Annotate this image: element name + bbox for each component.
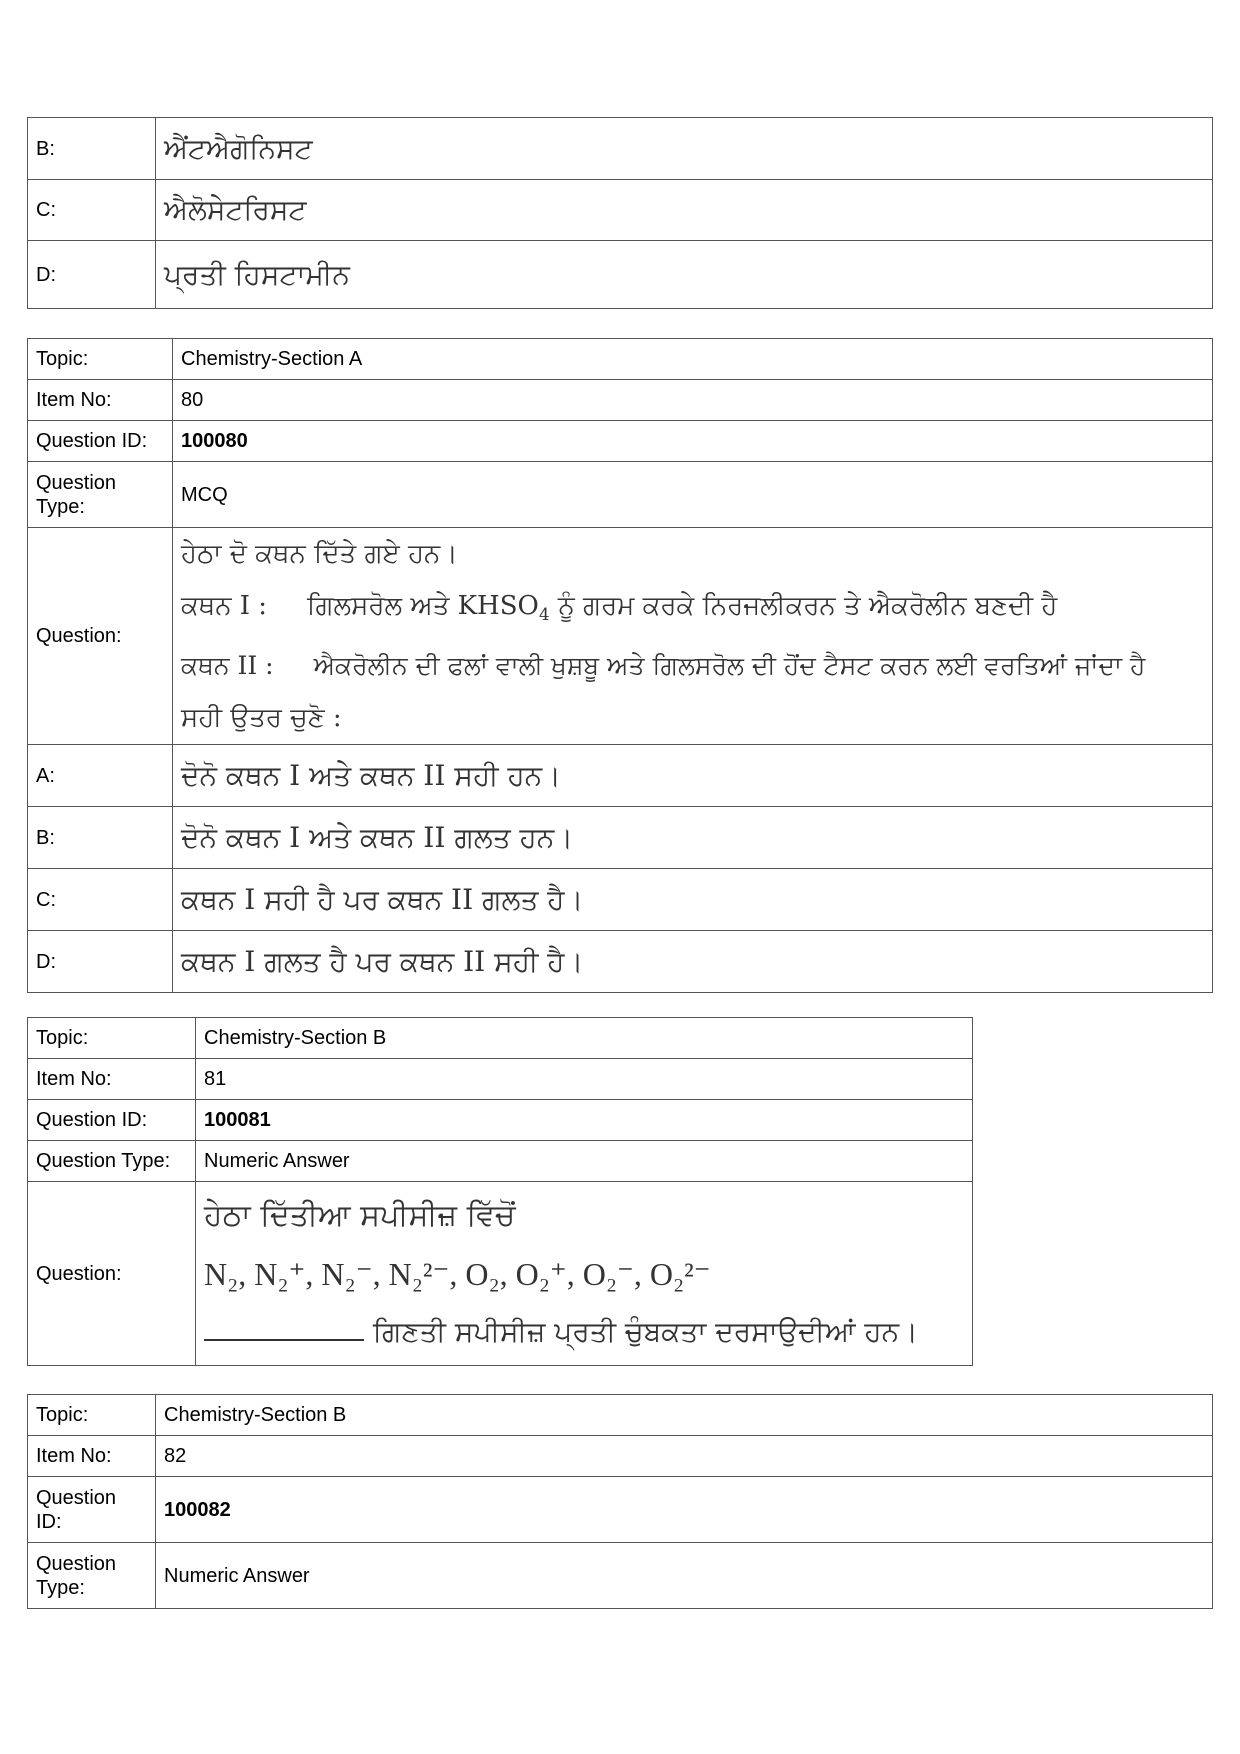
question-id-label: Question ID:	[28, 1477, 156, 1543]
topic-row	[28, 1018, 973, 1059]
question-type-label: Question Type:	[28, 1141, 196, 1182]
question-id-row	[28, 1100, 973, 1141]
option-key: D:	[28, 241, 156, 309]
question-type-value: MCQ	[173, 462, 1213, 528]
item-value: 80	[173, 380, 1213, 421]
option-text: ਪ੍ਰਤੀ ਹਿਸਟਾਮੀਨ	[156, 241, 1213, 309]
option-text: ਕਥਨ I ਸਹੀ ਹੈ ਪਰ ਕਥਨ II ਗਲਤ ਹੈ।	[173, 869, 1213, 931]
question-line-3: ਗਿਣਤੀ ਸਪੀਸੀਜ਼ ਪ੍ਰਤੀ ਚੁੰਬਕਤਾ ਦਰਸਾਉਦੀਆਂ ਹਨ।	[204, 1303, 964, 1361]
question-label: Question:	[28, 1182, 196, 1366]
question-line-1: ਹੇਠਾ ਦਿੱਤੀਆ ਸਪੀਸੀਜ਼ ਵਿੱਚੋਂ	[204, 1197, 516, 1233]
question-type-value: Numeric Answer	[156, 1543, 1213, 1609]
question-id-value: 100080	[173, 421, 1213, 462]
option-row	[28, 807, 1213, 869]
question-id-label: Question ID:	[28, 1100, 196, 1141]
item-row	[28, 1059, 973, 1100]
question-body	[173, 528, 1213, 745]
option-key: B:	[28, 118, 156, 180]
question-type-row	[28, 462, 1213, 528]
question-id-row	[28, 421, 1213, 462]
statement-1-text: ਗਿਲਸਰੋਲ ਅਤੇ $KHSO_4$ ਨੂੰ ਗਰਮ ਕਰਕੇ ਨਿਰਜਲੀਕਰਨ ਤੇ ਐਕਰੋਲੀਨ ਬਣਦੀ ਹੈ	[307, 591, 1058, 625]
question-id-label: Question ID:	[28, 421, 173, 462]
item-value: 81	[196, 1059, 973, 1100]
question-type-value: Numeric Answer	[196, 1141, 973, 1182]
statement-2	[181, 640, 1204, 692]
item-label: Item No:	[28, 1436, 156, 1477]
statement-2-label: ਕਥਨ II :	[181, 651, 274, 681]
statement-1-label: ਕਥਨ I :	[181, 591, 268, 621]
option-text: ਐਲੋਸੇਟਰਿਸਟ	[156, 180, 1213, 241]
question-type-label: Question Type:	[28, 462, 173, 528]
question-outro: ਸਹੀ ਉਤਰ ਚੁਣੋ :	[181, 703, 342, 734]
item-label: Item No:	[28, 380, 173, 421]
question-type-row	[28, 1543, 1213, 1609]
question-id-row	[28, 1477, 1213, 1543]
species-list: N₂, N₂⁺, N₂⁻, N₂²⁻, O₂, O₂⁺, O₂⁻, O₂²⁻	[204, 1255, 711, 1292]
option-text: ਦੋਨੋ ਕਥਨ I ਅਤੇ ਕਥਨ II ਸਹੀ ਹਨ।	[173, 745, 1213, 807]
option-row	[28, 241, 1213, 309]
answer-blank	[204, 1317, 364, 1341]
option-key: C:	[28, 869, 173, 931]
option-row	[28, 931, 1213, 993]
question-table-81	[27, 1017, 973, 1366]
option-text: ਐਂਟਐਗੋਨਿਸਟ	[156, 118, 1213, 180]
question-intro: ਹੇਠਾ ਦੋ ਕਥਨ ਦਿੱਤੇ ਗਏ ਹਨ।	[181, 539, 458, 569]
option-text: ਦੋਨੋ ਕਥਨ I ਅਤੇ ਕਥਨ II ਗਲਤ ਹਨ।	[173, 807, 1213, 869]
item-row	[28, 380, 1213, 421]
question-type-label: Question Type:	[28, 1543, 156, 1609]
option-row	[28, 869, 1213, 931]
question-type-row	[28, 1141, 973, 1182]
topic-row	[28, 339, 1213, 380]
option-row	[28, 180, 1213, 241]
item-label: Item No:	[28, 1059, 196, 1100]
topic-label: Topic:	[28, 1018, 196, 1059]
option-key: C:	[28, 180, 156, 241]
option-key: A:	[28, 745, 173, 807]
question-id-value: 100082	[156, 1477, 1213, 1543]
topic-value: Chemistry-Section B	[156, 1395, 1213, 1436]
question-id-value: 100081	[196, 1100, 973, 1141]
option-row	[28, 118, 1213, 180]
question-label: Question:	[28, 528, 173, 745]
topic-label: Topic:	[28, 339, 173, 380]
statement-2-text: ਐਕਰੋਲੀਨ ਦੀ ਫਲਾਂ ਵਾਲੀ ਖੁਸ਼ਬੂ ਅਤੇ ਗਿਲਸਰੋਲ ਦੀ ਹੋਂਦ ਟੈਸਟ ਕਰਨ ਲਈ ਵਰਤਿਆਂ ਜਾਂਦਾ ਹੈ	[313, 651, 1146, 681]
question-table-80	[27, 338, 1213, 993]
item-row	[28, 1436, 1213, 1477]
statement-1	[181, 580, 1204, 640]
topic-row	[28, 1395, 1213, 1436]
option-row	[28, 745, 1213, 807]
question-row	[28, 1182, 973, 1366]
topic-value: Chemistry-Section B	[196, 1018, 973, 1059]
topic-value: Chemistry-Section A	[173, 339, 1213, 380]
question-row	[28, 528, 1213, 745]
question-table-82	[27, 1394, 1213, 1609]
options-table-prev	[27, 117, 1213, 309]
question-body	[196, 1182, 973, 1366]
option-key: D:	[28, 931, 173, 993]
option-text: ਕਥਨ I ਗਲਤ ਹੈ ਪਰ ਕਥਨ II ਸਹੀ ਹੈ।	[173, 931, 1213, 993]
item-value: 82	[156, 1436, 1213, 1477]
topic-label: Topic:	[28, 1395, 156, 1436]
option-key: B:	[28, 807, 173, 869]
